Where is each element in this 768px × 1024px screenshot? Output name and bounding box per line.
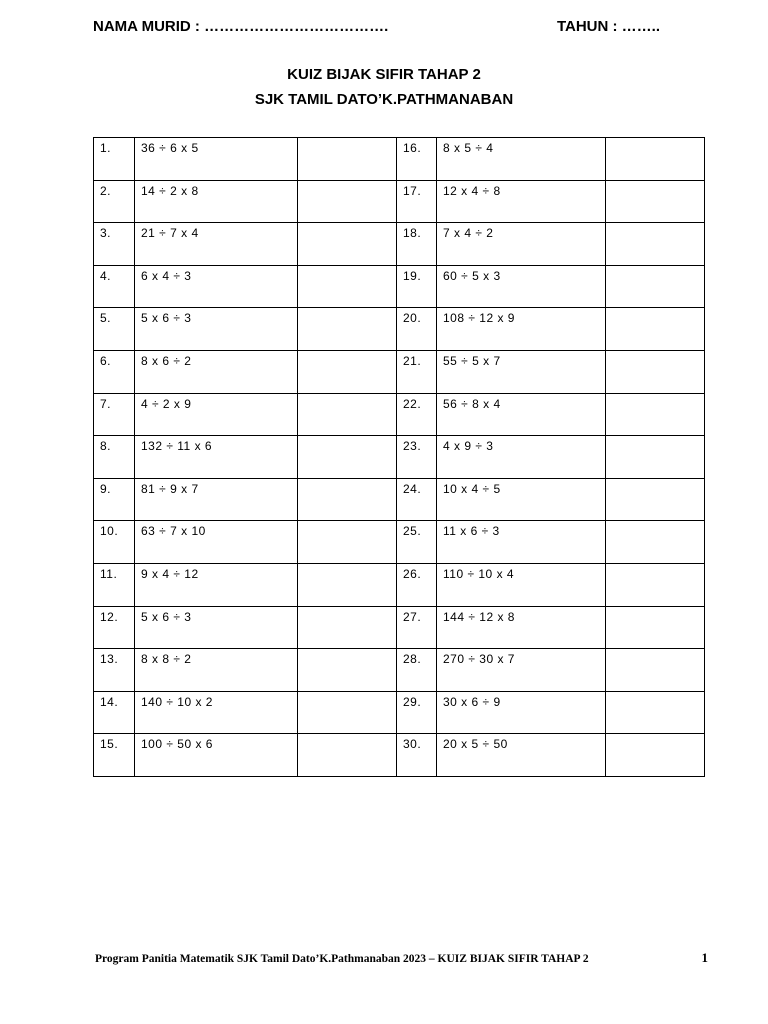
question-number: 4. (94, 265, 135, 308)
answer-box[interactable] (606, 308, 705, 351)
question-number: 23. (397, 436, 437, 479)
question-expression: 270 ÷ 30 x 7 (437, 649, 606, 692)
question-number: 25. (397, 521, 437, 564)
question-number: 28. (397, 649, 437, 692)
question-expression: 5 x 6 ÷ 3 (135, 606, 298, 649)
answer-box[interactable] (606, 734, 705, 777)
question-number: 29. (397, 691, 437, 734)
answer-box[interactable] (298, 180, 397, 223)
question-number: 18. (397, 223, 437, 266)
answer-box[interactable] (606, 691, 705, 734)
answer-box[interactable] (298, 138, 397, 181)
answer-box[interactable] (298, 521, 397, 564)
question-expression: 20 x 5 ÷ 50 (437, 734, 606, 777)
answer-box[interactable] (606, 563, 705, 606)
question-number: 27. (397, 606, 437, 649)
question-expression: 56 ÷ 8 x 4 (437, 393, 606, 436)
answer-box[interactable] (298, 734, 397, 777)
question-expression: 36 ÷ 6 x 5 (135, 138, 298, 181)
table-row (94, 563, 705, 606)
question-expression: 12 x 4 ÷ 8 (437, 180, 606, 223)
question-expression: 21 ÷ 7 x 4 (135, 223, 298, 266)
question-expression: 8 x 8 ÷ 2 (135, 649, 298, 692)
question-number: 24. (397, 478, 437, 521)
answer-box[interactable] (606, 180, 705, 223)
question-expression: 4 x 9 ÷ 3 (437, 436, 606, 479)
question-expression: 132 ÷ 11 x 6 (135, 436, 298, 479)
answer-box[interactable] (298, 308, 397, 351)
footer-text: Program Panitia Matematik SJK Tamil Dato’K.Pathmanaban 2023 – KUIZ BIJAK SIFIR TAHAP 2 (95, 953, 589, 965)
answer-box[interactable] (606, 265, 705, 308)
question-number: 10. (94, 521, 135, 564)
school-name: SJK TAMIL DATO’K.PATHMANABAN (254, 91, 514, 108)
answer-box[interactable] (606, 393, 705, 436)
question-number: 5. (94, 308, 135, 351)
question-number: 16. (397, 138, 437, 181)
table-row (94, 649, 705, 692)
answer-box[interactable] (606, 138, 705, 181)
table-row (94, 691, 705, 734)
answer-box[interactable] (606, 223, 705, 266)
question-expression: 5 x 6 ÷ 3 (135, 308, 298, 351)
question-expression: 4 ÷ 2 x 9 (135, 393, 298, 436)
question-number: 8. (94, 436, 135, 479)
student-header (93, 18, 660, 35)
question-number: 30. (397, 734, 437, 777)
answer-box[interactable] (606, 350, 705, 393)
answer-box[interactable] (298, 436, 397, 479)
question-expression: 9 x 4 ÷ 12 (135, 563, 298, 606)
question-expression: 55 ÷ 5 x 7 (437, 350, 606, 393)
table-row (94, 223, 705, 266)
question-number: 26. (397, 563, 437, 606)
answer-box[interactable] (298, 478, 397, 521)
question-number: 15. (94, 734, 135, 777)
question-number: 20. (397, 308, 437, 351)
quiz-table (93, 137, 705, 777)
question-number: 7. (94, 393, 135, 436)
question-expression: 108 ÷ 12 x 9 (437, 308, 606, 351)
question-expression: 144 ÷ 12 x 8 (437, 606, 606, 649)
question-number: 21. (397, 350, 437, 393)
answer-box[interactable] (298, 691, 397, 734)
answer-box[interactable] (298, 393, 397, 436)
question-number: 12. (94, 606, 135, 649)
question-number: 11. (94, 563, 135, 606)
table-row (94, 436, 705, 479)
year-field: TAHUN : …….. (556, 18, 660, 35)
question-expression: 30 x 6 ÷ 9 (437, 691, 606, 734)
table-row (94, 180, 705, 223)
table-row (94, 478, 705, 521)
question-expression: 100 ÷ 50 x 6 (135, 734, 298, 777)
question-number: 19. (397, 265, 437, 308)
answer-box[interactable] (298, 606, 397, 649)
question-expression: 10 x 4 ÷ 5 (437, 478, 606, 521)
answer-box[interactable] (606, 436, 705, 479)
answer-box[interactable] (606, 521, 705, 564)
answer-box[interactable] (298, 350, 397, 393)
page-number: 1 (701, 950, 708, 965)
question-expression: 8 x 6 ÷ 2 (135, 350, 298, 393)
question-expression: 7 x 4 ÷ 2 (437, 223, 606, 266)
answer-box[interactable] (606, 606, 705, 649)
table-row (94, 265, 705, 308)
answer-box[interactable] (298, 563, 397, 606)
question-number: 13. (94, 649, 135, 692)
question-number: 1. (94, 138, 135, 181)
question-number: 14. (94, 691, 135, 734)
table-row (94, 734, 705, 777)
answer-box[interactable] (606, 478, 705, 521)
table-row (94, 308, 705, 351)
student-name-field: NAMA MURID : ………………………………. (93, 18, 389, 35)
question-number: 22. (397, 393, 437, 436)
question-expression: 140 ÷ 10 x 2 (135, 691, 298, 734)
question-expression: 60 ÷ 5 x 3 (437, 265, 606, 308)
question-expression: 110 ÷ 10 x 4 (437, 563, 606, 606)
answer-box[interactable] (298, 649, 397, 692)
table-row (94, 350, 705, 393)
question-number: 9. (94, 478, 135, 521)
question-expression: 11 x 6 ÷ 3 (437, 521, 606, 564)
question-expression: 6 x 4 ÷ 3 (135, 265, 298, 308)
table-row (94, 138, 705, 181)
answer-box[interactable] (298, 265, 397, 308)
table-row (94, 521, 705, 564)
quiz-title: KUIZ BIJAK SIFIR TAHAP 2 (287, 66, 481, 83)
table-row (94, 606, 705, 649)
question-number: 2. (94, 180, 135, 223)
question-number: 3. (94, 223, 135, 266)
question-expression: 8 x 5 ÷ 4 (437, 138, 606, 181)
question-expression: 81 ÷ 9 x 7 (135, 478, 298, 521)
question-expression: 14 ÷ 2 x 8 (135, 180, 298, 223)
question-number: 6. (94, 350, 135, 393)
answer-box[interactable] (606, 649, 705, 692)
page-footer (95, 950, 708, 966)
answer-box[interactable] (298, 223, 397, 266)
question-expression: 63 ÷ 7 x 10 (135, 521, 298, 564)
table-row (94, 393, 705, 436)
question-number: 17. (397, 180, 437, 223)
